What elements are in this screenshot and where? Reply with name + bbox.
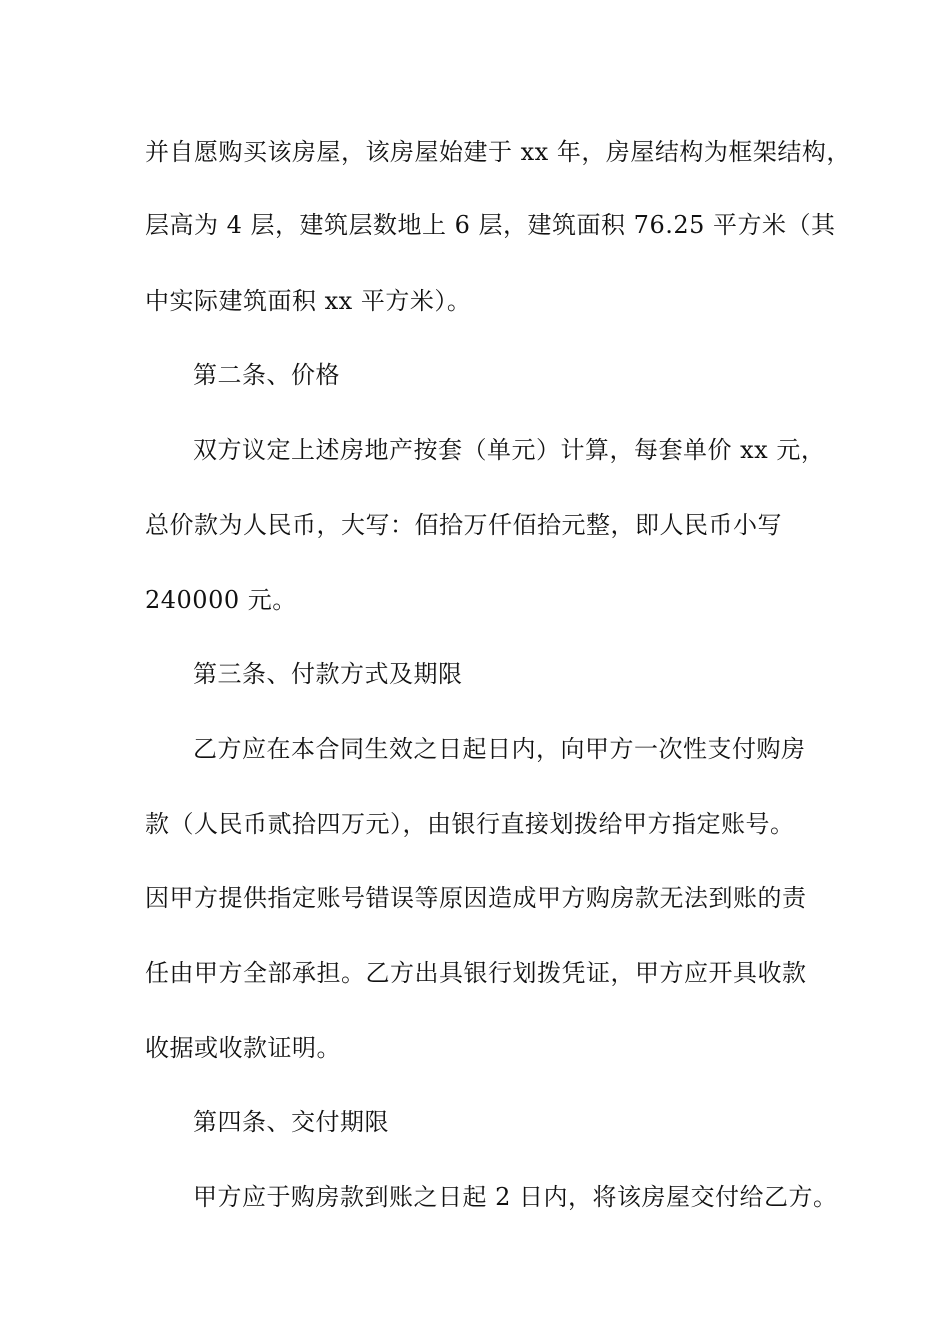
paragraph-line: 并自愿购买该房屋，该房屋始建于 xx 年，房屋结构为框架结构， — [145, 138, 851, 166]
paragraph-line: 款（人民币贰拾四万元），由银行直接划拨给甲方指定账号。 — [145, 810, 795, 838]
section-heading-price: 第二条、价格 — [193, 361, 340, 389]
paragraph-line: 因甲方提供指定账号错误等原因造成甲方购房款无法到账的责 — [145, 884, 807, 912]
paragraph-line: 总价款为人民币，大写：佰拾万仟佰拾元整，即人民币小写 — [145, 511, 782, 539]
paragraph-line: 中实际建筑面积 xx 平方米）。 — [145, 287, 472, 315]
section-heading-payment: 第三条、付款方式及期限 — [193, 660, 463, 688]
paragraph-line: 甲方应于购房款到账之日起 2 日内，将该房屋交付给乙方。 — [193, 1183, 838, 1211]
section-heading-delivery: 第四条、交付期限 — [193, 1108, 389, 1136]
paragraph-line: 层高为 4 层，建筑层数地上 6 层，建筑面积 76.25 平方米（其 — [145, 211, 836, 239]
paragraph-line: 收据或收款证明。 — [145, 1034, 341, 1062]
paragraph-line: 任由甲方全部承担。乙方出具银行划拨凭证，甲方应开具收款 — [145, 959, 807, 987]
paragraph-line: 双方议定上述房地产按套（单元）计算，每套单价 xx 元， — [193, 436, 826, 464]
paragraph-line: 240000 元。 — [145, 586, 297, 614]
paragraph-line: 乙方应在本合同生效之日起日内，向甲方一次性支付购房 — [193, 735, 806, 763]
